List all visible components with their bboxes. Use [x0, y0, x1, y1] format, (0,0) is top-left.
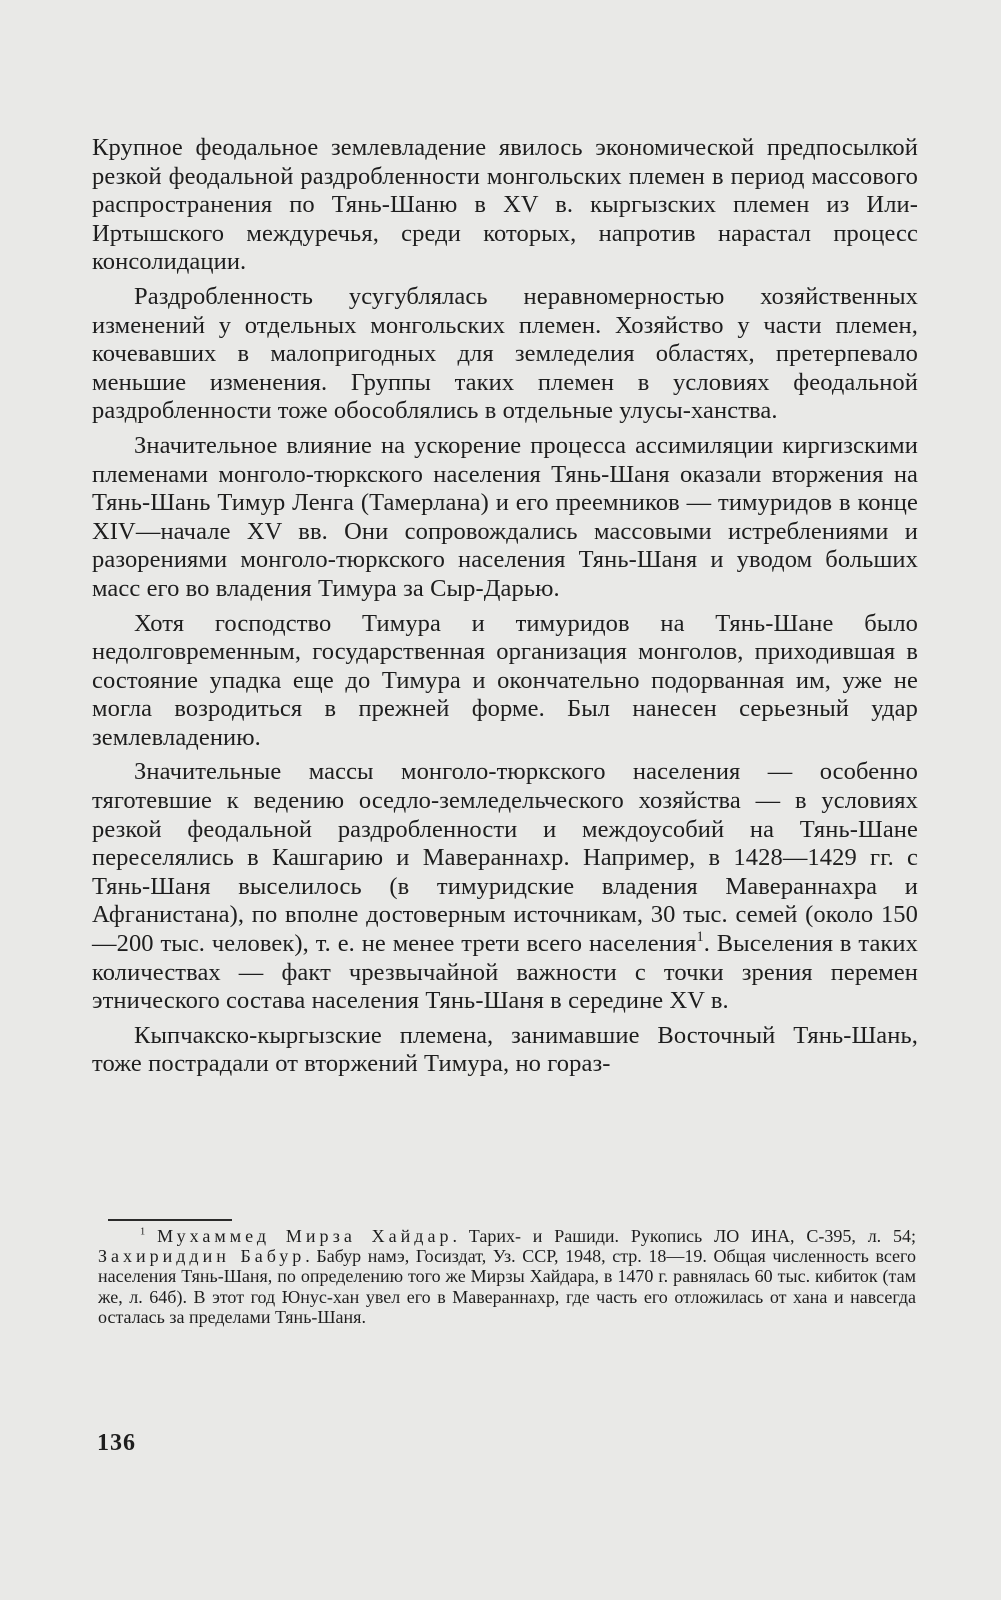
- footnote-mark: 1: [140, 1226, 146, 1238]
- paragraph-5-text-before: Значительные массы монголо-тюркского населения — особенно тяготевшие к ведению оседло-земледельческого хозяйства — в условиях резкой феодальной раздробленности и междоусобий на Тянь-Шане переселялись в Кашгарию и Мавераннахр. Например, в 1428—1429 гг. с Тянь-Шаня выселилось (в тимуридские владения Мавераннахра и Афганистана), по вполне достоверным источникам, 30 тыс. семей (около 150—200 тыс. человек), т. е. не менее трети всего населения: [92, 758, 918, 958]
- footnote-author-2: Захириддин Бабур: [98, 1246, 306, 1267]
- footnote-text-2: . Бабур намэ, Госиздат, Уз. ССР, 1948, стр. 18—19. Общая численность всего населения Тянь-Шаня, по определению того же Мирзы Хайдара, в 1470 г. равнялась 60 тыс. кибиток (там же, л. 64б). В этот год Юнус-хан увел его в Мавераннахр, где часть его отложилась от хана и навсегда осталась за пределами Тянь-Шаня.: [98, 1246, 916, 1327]
- paragraph-5-text-after: . Выселения в таких количествах — факт чрезвычайной важности с точки зрения перемен этнического состава населения Тянь-Шаня в середине XV в.: [92, 930, 918, 1015]
- paragraph-3: Значительное влияние на ускорение процесса ассимиляции киргизскими племенами монголо-тюркского населения Тянь-Шаня оказали вторжения на Тянь-Шань Тимур Ленга (Тамерлана) и его преемников — тимуридов в конце XIV—начале XV вв. Они сопровождались массовыми истреблениями и разорениями монголо-тюркского населения Тянь-Шаня и уводом больших масс его во владения Тимура за Сыр-Дарью.: [92, 431, 918, 602]
- footnote-author-1: Мухаммед Мирза Хайдар: [157, 1226, 453, 1246]
- footnote-section: [98, 1226, 916, 1327]
- page-number: 136: [97, 1430, 136, 1456]
- paragraph-5: [92, 758, 918, 1015]
- paragraph-4: Хотя господство Тимура и тимуридов на Тянь-Шане было недолговременным, государственная организация монголов, приходившая в состояние упадка еще до Тимура и окончательно подорванная им, уже не могла возродиться в прежней форме. Был нанесен серьезный удар землевладению.: [92, 609, 918, 751]
- paragraph-6: Кыпчакско-кыргызские племена, занимавшие Восточный Тянь-Шань, тоже пострадали от вторжений Тимура, но гораз-: [92, 1021, 918, 1078]
- footnote-divider: [108, 1219, 232, 1221]
- footnote-1: [98, 1226, 916, 1327]
- paragraph-1: Крупное феодальное землевладение явилось экономической предпосылкой резкой феодальной раздробленности монгольских племен в период массового распространения по Тянь-Шаню в XV в. кыргызских племен из Или-Иртышского междуречья, среди которых, напротив нарастал процесс консолидации.: [92, 134, 918, 276]
- main-text: [92, 134, 918, 1079]
- footnote-text-1: . Тарих- и Рашиди. Рукопись ЛО ИНА, С-395, л. 54;: [452, 1226, 917, 1246]
- footnote-reference: 1: [696, 929, 704, 946]
- paragraph-2: Раздробленность усугублялась неравномерностью хозяйственных изменений у отдельных монгольских племен. Хозяйство у части племен, кочевавших в малопригодных для земледелия областях, претерпевало меньшие изменения. Группы таких племен в условиях феодальной раздробленности тоже обособлялись в отдельные улусы-ханства.: [92, 282, 918, 425]
